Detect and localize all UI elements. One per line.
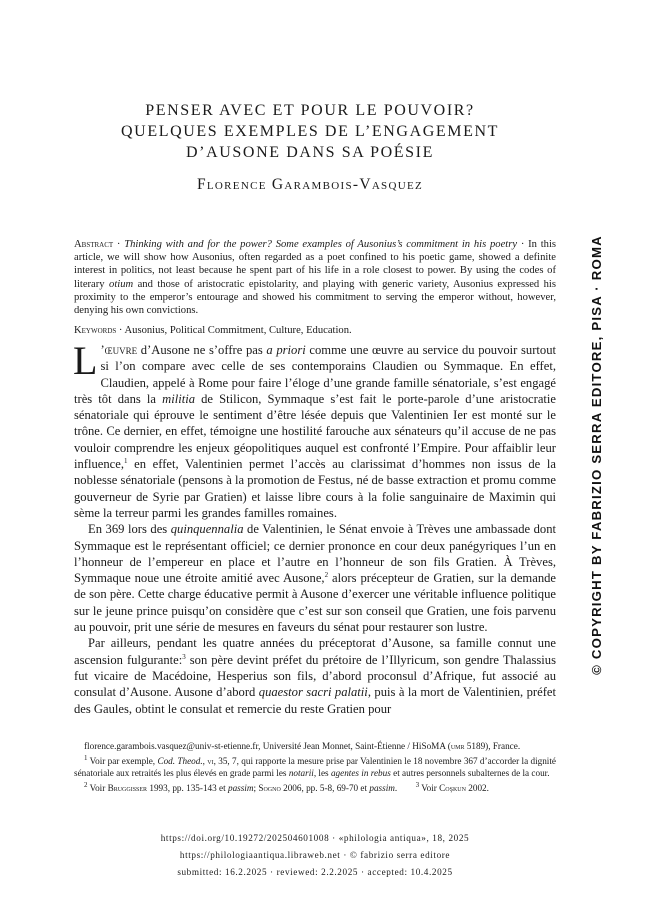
footnotes-section <box>74 741 556 799</box>
publication-info <box>74 830 556 881</box>
abstract-paragraph: Abstract · Thinking with and for the power? Some examples of Ausonius’s commitment in his poetry · In this article, we will show how Ausonius, often regarded as a poet confined to his poetic game, showed a definite interest in politics, not least because he spent part of his life in a role closest to power. By using the codes of literary otium and those of aristocratic epistolarity, and playing with generic variety, Ausonius expressed his proximity to the emperor’s entourage and showed his commitment to serving the emperor without, however, denying his own convictions. <box>74 239 557 317</box>
author-name: Florence Garambois-Vasquez <box>196 176 424 193</box>
article-title-block <box>80 100 540 194</box>
body-paragraph-2: En 369 lors des quinquennalia de Valentinien, le Sénat envoie à Trèves une ambassade dont Symmaque est le représentant officiel; ce dernier prononce en cour deux panégyriques l’un en l’honneur de l’empereur en place et l’autre en l’honneur de son fils Gratien. À Trèves, Symmaque noue une étroite amitié avec Ausone,$^2$ alors précepteur de Gratien, sur la demande de son père. Cette charge éducative permit à Ausone d’exercer une véritable influence politique sur le jeune prince puisqu’on considère que c’est sur son conseil que Gratien, une fois parvenu au pouvoir, prit une série de mesures en faveurs du sénat pour restaurer son lustre. <box>74 522 557 635</box>
keywords-label: Keywords <box>74 325 117 337</box>
footnote-ref-2[interactable]: 2 <box>324 570 329 579</box>
abstract-section <box>74 238 556 337</box>
article-body <box>73 338 557 717</box>
article-title-line-2: QUELQUES EXEMPLES DE L’ENGAGEMENT <box>121 123 499 140</box>
drop-cap: L <box>73 338 98 383</box>
keywords-text: · Ausonius, Political Commitment, Culture, Education. <box>116 325 352 337</box>
submission-dates-line: submitted: 16.2.2025 · reviewed: 2.2.2025 · accepted: 10.4.2025 <box>177 867 453 877</box>
body-paragraph-1: L ’œuvre d’Ausone ne s’offre pas a priori comme une œuvre au service du pouvoir surtout si l’on compare avec celle de ses contemporains Claudien ou Symmaque. En effet, Claudien, appelé à Rome pour faire l’éloge d’une grande famille sénatoriale, s’est engagé très tôt dans la militia de Stilicon, Symmaque s’est fait le porte-parole d’une aristocratie sénatoriale qui éprouve le sentiment d’être lésée depuis que Valentinien Ier est monté sur le trône. Ce dernier, en effet, témoigne une hostilité farouche aux sénateurs qu’il accuse de ne pas vouloir comprendre les enjeux géopolitiques auquel est confronté l’Empire. Pour affaiblir leur influence,$^1$ en effet, Valentinien permet l’accès au clarissimat d’hommes non issus de la noblesse sénatoriale (pensons à la promotion de Festus, né de basse extraction et promu comme gouverneur de Syrie par Gratien) et laisse libre cours à la folie sanguinaire de Maximin qui sème la terreur parmi les grandes familles romaines. <box>73 338 557 520</box>
abstract-english-title: Thinking with and for the power? Some examples of Ausonius’s commitment in his poetry <box>124 239 518 250</box>
keywords-line <box>74 324 556 337</box>
article-title-line-3: D’AUSONE DANS SA POÉSIE <box>186 144 434 161</box>
article-title-line-1: PENSER AVEC ET POUR LE POUVOIR? <box>145 102 475 119</box>
footnote-2-3: $^2$ Voir Bruggisser 1993, pp. 135-143 et passim; Sogno 2006, pp. 5-8, 69-70 et passim. $^3$ Voir Coşkun 2002. <box>84 781 489 794</box>
copyright-text: © COPYRIGHT BY FABRIZIO SERRA EDITORE, PISA · ROMA <box>589 235 604 675</box>
copyright-sidebar <box>586 215 608 695</box>
body-paragraph-3: Par ailleurs, pendant les quatre années du préceptorat d’Ausone, sa famille connut une ascension fulgurante:$^3$ son père devint préfet du prétoire de l’Illyricum, son gendre Thalassius fut vicaire de Macédoine, Hesperius son fils, d’abord proconsul d’Afrique, fut associé au consulat d’Ausone. Ausone d’abord quaestor sacri palatii, puis à la mort de Valentinien, préfet des Gaules, obtint le consulat et remercie du reste Gratien pour <box>74 636 557 716</box>
footnote-1: $^1$ Voir par exemple, Cod. Theod., vi, 35, 7, qui rapporte la mesure prise par Valentinien le 18 novembre 367 d’accorder la dignité sénatoriale aux retraités les plus élevés en grade parmi les notarii, les agentes in rebus et autres personnels subalternes de la cour. <box>74 754 556 778</box>
author-affiliation-note: florence.garambois.vasquez@univ-st-etienne.fr, Université Jean Monnet, Saint-Étienne / HiSoMA (umr 5189), France. <box>84 741 521 751</box>
footnote-ref-1[interactable]: 1 <box>124 456 128 465</box>
journal-url-line[interactable]: https://philologiaantiqua.libraweb.net · © fabrizio serra editore <box>179 850 451 860</box>
footnote-ref-3[interactable]: 3 <box>182 652 186 661</box>
abstract-label: Abstract <box>74 239 114 250</box>
doi-line[interactable]: https://doi.org/10.19272/202504601008 · «philologia antiqua», 18, 2025 <box>160 833 470 843</box>
